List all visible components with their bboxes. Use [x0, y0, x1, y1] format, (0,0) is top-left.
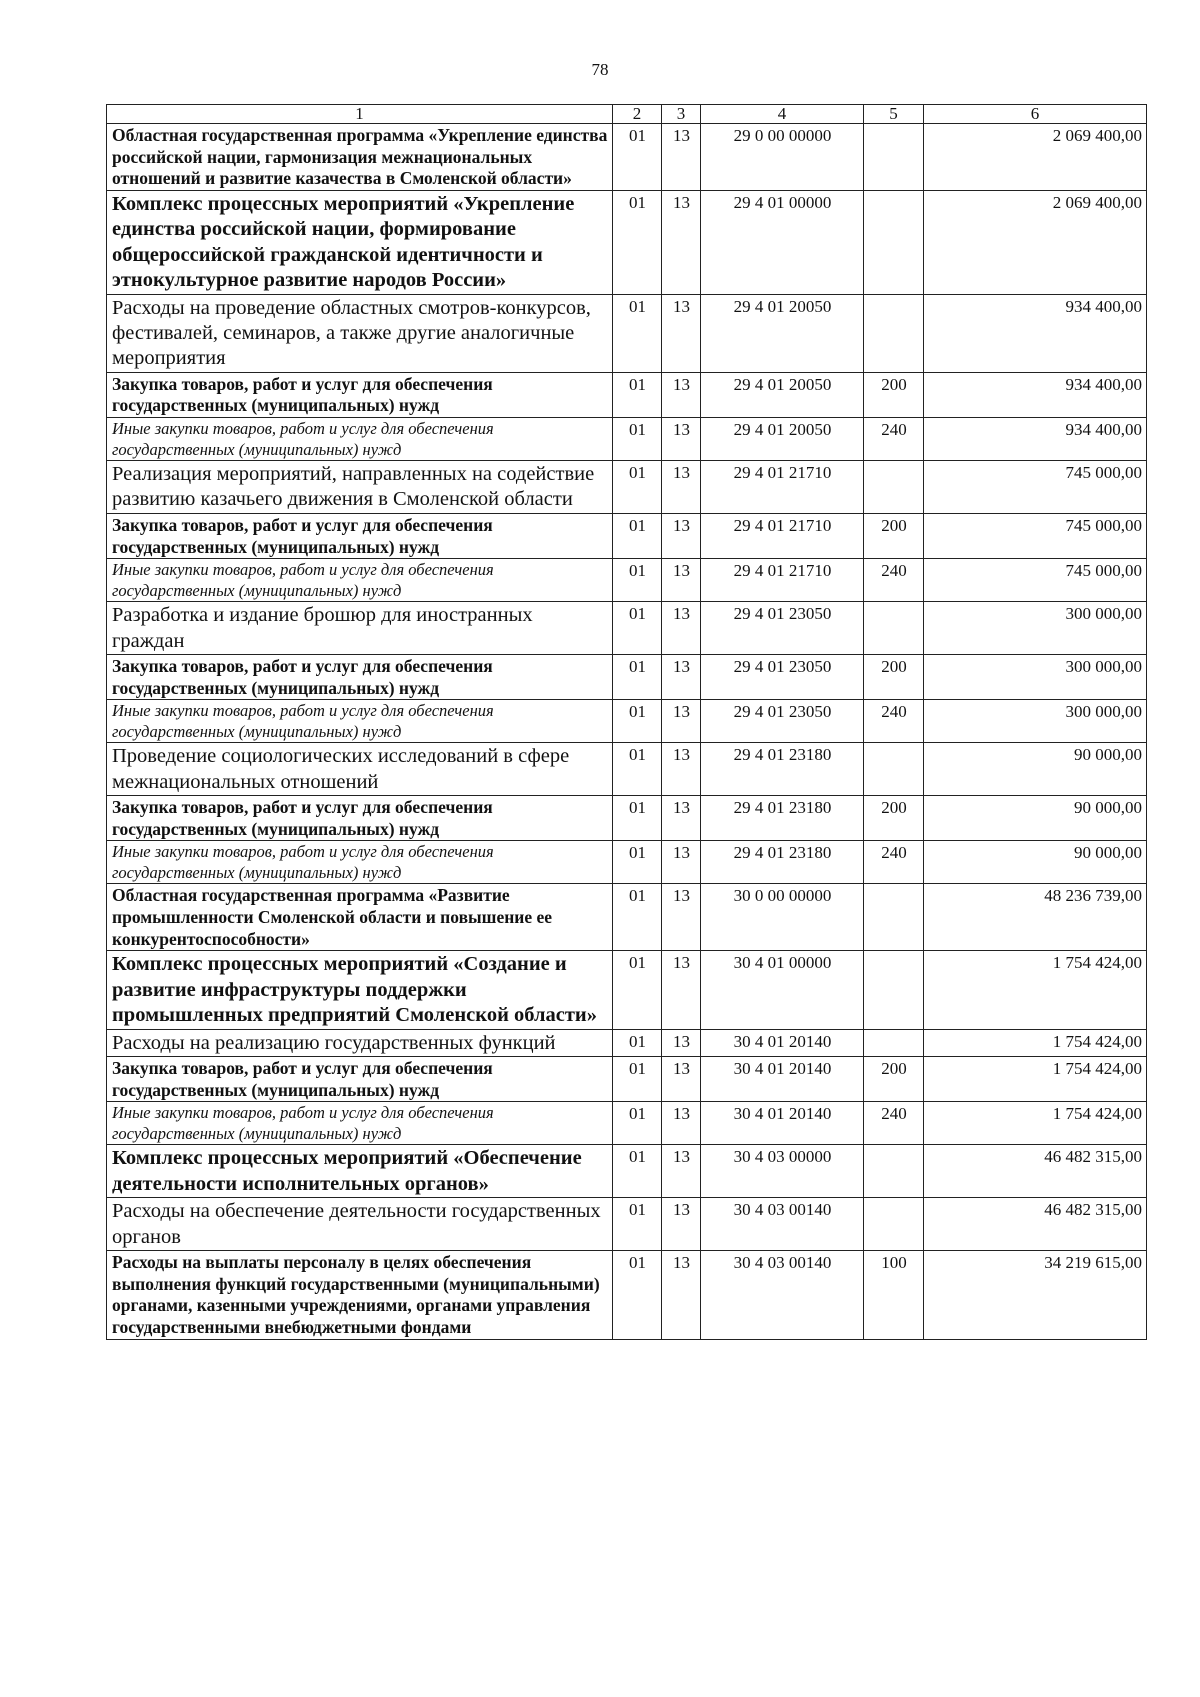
row-target-article-cell: 29 4 01 23180: [701, 796, 864, 841]
row-section-cell: 01: [613, 461, 662, 514]
row-subsection-cell: 13: [662, 559, 701, 602]
row-target-article-cell: 29 4 01 23180: [701, 841, 864, 884]
row-subsection-cell: 13: [662, 1029, 701, 1056]
row-section-cell: 01: [613, 294, 662, 372]
row-subsection-cell: 13: [662, 654, 701, 699]
row-name-cell: Комплекс процессных мероприятий «Укрепление единства российской нации, формирование общероссийской гражданской идентичности и этнокультурное развитие народов России»: [107, 190, 613, 294]
row-subsection-cell: 13: [662, 743, 701, 796]
row-amount-cell: 934 400,00: [924, 418, 1147, 461]
row-target-article-cell: 29 4 01 20050: [701, 294, 864, 372]
row-expense-type-cell: [864, 294, 924, 372]
table-row: [107, 700, 1147, 743]
row-target-article-cell: 30 4 03 00140: [701, 1198, 864, 1251]
row-expense-type-cell: 200: [864, 372, 924, 417]
row-section-cell: 01: [613, 190, 662, 294]
row-section-cell: 01: [613, 1029, 662, 1056]
row-amount-cell: 1 754 424,00: [924, 951, 1147, 1029]
row-section-cell: 01: [613, 1102, 662, 1145]
row-target-article-cell: 29 4 01 23050: [701, 700, 864, 743]
table-row: [107, 513, 1147, 558]
row-subsection-cell: 13: [662, 841, 701, 884]
table-row: [107, 461, 1147, 514]
row-subsection-cell: 13: [662, 1198, 701, 1251]
row-target-article-cell: 29 4 01 23180: [701, 743, 864, 796]
row-target-article-cell: 30 4 03 00000: [701, 1145, 864, 1198]
row-amount-cell: 300 000,00: [924, 602, 1147, 655]
row-expense-type-cell: 100: [864, 1250, 924, 1339]
row-section-cell: 01: [613, 1057, 662, 1102]
row-amount-cell: 1 754 424,00: [924, 1102, 1147, 1145]
row-section-cell: 01: [613, 743, 662, 796]
row-name-cell: Закупка товаров, работ и услуг для обеспечения государственных (муниципальных) нужд: [107, 513, 613, 558]
row-subsection-cell: 13: [662, 700, 701, 743]
row-expense-type-cell: [864, 602, 924, 655]
table-row: [107, 602, 1147, 655]
row-subsection-cell: 13: [662, 294, 701, 372]
table-row: [107, 1057, 1147, 1102]
row-section-cell: 01: [613, 796, 662, 841]
row-name-cell: Разработка и издание брошюр для иностранных граждан: [107, 602, 613, 655]
row-amount-cell: 46 482 315,00: [924, 1145, 1147, 1198]
row-subsection-cell: 13: [662, 123, 701, 190]
row-name-cell: Закупка товаров, работ и услуг для обеспечения государственных (муниципальных) нужд: [107, 1057, 613, 1102]
row-section-cell: 01: [613, 559, 662, 602]
row-subsection-cell: 13: [662, 461, 701, 514]
row-name-cell: Расходы на проведение областных смотров-конкурсов, фестивалей, семинаров, а также другие аналогичные мероприятия: [107, 294, 613, 372]
row-expense-type-cell: 200: [864, 1057, 924, 1102]
row-name-cell: Иные закупки товаров, работ и услуг для обеспечения государственных (муниципальных) нужд: [107, 559, 613, 602]
row-amount-cell: 34 219 615,00: [924, 1250, 1147, 1339]
row-amount-cell: 48 236 739,00: [924, 884, 1147, 951]
row-amount-cell: 46 482 315,00: [924, 1198, 1147, 1251]
table-row: [107, 1029, 1147, 1056]
row-expense-type-cell: [864, 1145, 924, 1198]
row-name-cell: Расходы на выплаты персоналу в целях обеспечения выполнения функций государственными (муниципальными) органами, казенными учреждениями, органами управления государственными внебюджетными фондами: [107, 1250, 613, 1339]
row-section-cell: 01: [613, 123, 662, 190]
row-expense-type-cell: 240: [864, 1102, 924, 1145]
table-row: [107, 294, 1147, 372]
table-row: [107, 951, 1147, 1029]
row-target-article-cell: 29 4 01 21710: [701, 461, 864, 514]
table-row: [107, 1102, 1147, 1145]
row-name-cell: Комплекс процессных мероприятий «Создание и развитие инфраструктуры поддержки промышленных предприятий Смоленской области»: [107, 951, 613, 1029]
row-expense-type-cell: [864, 1198, 924, 1251]
table-row: [107, 1145, 1147, 1198]
row-name-cell: Проведение социологических исследований в сфере межнациональных отношений: [107, 743, 613, 796]
page-number: 78: [591, 60, 609, 79]
row-amount-cell: 90 000,00: [924, 743, 1147, 796]
header-col-6: 6: [924, 105, 1147, 124]
row-target-article-cell: 29 4 01 20050: [701, 372, 864, 417]
row-subsection-cell: 13: [662, 418, 701, 461]
row-expense-type-cell: [864, 123, 924, 190]
row-target-article-cell: 30 0 00 00000: [701, 884, 864, 951]
row-section-cell: 01: [613, 372, 662, 417]
row-subsection-cell: 13: [662, 602, 701, 655]
row-subsection-cell: 13: [662, 1057, 701, 1102]
table-header-row: [107, 105, 1147, 124]
row-amount-cell: 745 000,00: [924, 461, 1147, 514]
header-col-4: 4: [701, 105, 864, 124]
row-subsection-cell: 13: [662, 951, 701, 1029]
row-amount-cell: 934 400,00: [924, 372, 1147, 417]
header-col-2: 2: [613, 105, 662, 124]
row-section-cell: 01: [613, 1145, 662, 1198]
row-expense-type-cell: [864, 743, 924, 796]
row-amount-cell: 300 000,00: [924, 654, 1147, 699]
row-subsection-cell: 13: [662, 1102, 701, 1145]
row-name-cell: Иные закупки товаров, работ и услуг для обеспечения государственных (муниципальных) нужд: [107, 700, 613, 743]
table-row: [107, 1198, 1147, 1251]
row-target-article-cell: 29 4 01 21710: [701, 559, 864, 602]
row-amount-cell: 934 400,00: [924, 294, 1147, 372]
table-row: [107, 743, 1147, 796]
table-row: [107, 418, 1147, 461]
row-target-article-cell: 30 4 01 20140: [701, 1057, 864, 1102]
row-subsection-cell: 13: [662, 372, 701, 417]
row-section-cell: 01: [613, 700, 662, 743]
row-expense-type-cell: 240: [864, 418, 924, 461]
row-target-article-cell: 29 4 01 23050: [701, 654, 864, 699]
row-expense-type-cell: 200: [864, 796, 924, 841]
table-row: [107, 654, 1147, 699]
row-name-cell: Областная государственная программа «Развитие промышленности Смоленской области и повышение ее конкурентоспособности»: [107, 884, 613, 951]
budget-table-body: [107, 105, 1147, 1340]
row-expense-type-cell: [864, 951, 924, 1029]
row-amount-cell: 1 754 424,00: [924, 1057, 1147, 1102]
row-section-cell: 01: [613, 418, 662, 461]
row-expense-type-cell: [864, 190, 924, 294]
row-section-cell: 01: [613, 884, 662, 951]
row-amount-cell: 745 000,00: [924, 513, 1147, 558]
row-name-cell: Иные закупки товаров, работ и услуг для обеспечения государственных (муниципальных) нужд: [107, 841, 613, 884]
row-subsection-cell: 13: [662, 1250, 701, 1339]
row-subsection-cell: 13: [662, 796, 701, 841]
row-expense-type-cell: 200: [864, 513, 924, 558]
row-expense-type-cell: 240: [864, 559, 924, 602]
row-expense-type-cell: [864, 461, 924, 514]
row-target-article-cell: 30 4 03 00140: [701, 1250, 864, 1339]
row-name-cell: Комплекс процессных мероприятий «Обеспечение деятельности исполнительных органов»: [107, 1145, 613, 1198]
row-amount-cell: 745 000,00: [924, 559, 1147, 602]
row-amount-cell: 90 000,00: [924, 796, 1147, 841]
table-row: [107, 841, 1147, 884]
row-name-cell: Областная государственная программа «Укрепление единства российской нации, гармонизация межнациональных отношений и развитие казачества в Смоленской области»: [107, 123, 613, 190]
table-row: [107, 1250, 1147, 1339]
row-section-cell: 01: [613, 1198, 662, 1251]
row-expense-type-cell: 200: [864, 654, 924, 699]
table-row: [107, 796, 1147, 841]
row-subsection-cell: 13: [662, 513, 701, 558]
row-subsection-cell: 13: [662, 884, 701, 951]
row-name-cell: Закупка товаров, работ и услуг для обеспечения государственных (муниципальных) нужд: [107, 372, 613, 417]
row-name-cell: Расходы на обеспечение деятельности государственных органов: [107, 1198, 613, 1251]
table-row: [107, 559, 1147, 602]
row-section-cell: 01: [613, 513, 662, 558]
row-subsection-cell: 13: [662, 190, 701, 294]
header-col-3: 3: [662, 105, 701, 124]
row-name-cell: Реализация мероприятий, направленных на содействие развитию казачьего движения в Смоленской области: [107, 461, 613, 514]
row-amount-cell: 300 000,00: [924, 700, 1147, 743]
row-section-cell: 01: [613, 841, 662, 884]
row-expense-type-cell: 240: [864, 700, 924, 743]
row-amount-cell: 2 069 400,00: [924, 190, 1147, 294]
row-amount-cell: 2 069 400,00: [924, 123, 1147, 190]
row-target-article-cell: 29 4 01 23050: [701, 602, 864, 655]
row-expense-type-cell: 240: [864, 841, 924, 884]
row-name-cell: Иные закупки товаров, работ и услуг для обеспечения государственных (муниципальных) нужд: [107, 418, 613, 461]
row-subsection-cell: 13: [662, 1145, 701, 1198]
row-section-cell: 01: [613, 951, 662, 1029]
row-target-article-cell: 29 4 01 21710: [701, 513, 864, 558]
header-col-1: 1: [107, 105, 613, 124]
row-section-cell: 01: [613, 1250, 662, 1339]
table-row: [107, 190, 1147, 294]
row-target-article-cell: 30 4 01 00000: [701, 951, 864, 1029]
row-name-cell: Иные закупки товаров, работ и услуг для обеспечения государственных (муниципальных) нужд: [107, 1102, 613, 1145]
row-expense-type-cell: [864, 1029, 924, 1056]
row-amount-cell: 1 754 424,00: [924, 1029, 1147, 1056]
table-row: [107, 372, 1147, 417]
header-col-5: 5: [864, 105, 924, 124]
row-name-cell: Закупка товаров, работ и услуг для обеспечения государственных (муниципальных) нужд: [107, 654, 613, 699]
table-row: [107, 884, 1147, 951]
row-target-article-cell: 29 4 01 00000: [701, 190, 864, 294]
row-section-cell: 01: [613, 654, 662, 699]
row-target-article-cell: 29 0 00 00000: [701, 123, 864, 190]
table-row: [107, 123, 1147, 190]
row-target-article-cell: 29 4 01 20050: [701, 418, 864, 461]
row-section-cell: 01: [613, 602, 662, 655]
row-target-article-cell: 30 4 01 20140: [701, 1102, 864, 1145]
row-name-cell: Расходы на реализацию государственных функций: [107, 1029, 613, 1056]
row-name-cell: Закупка товаров, работ и услуг для обеспечения государственных (муниципальных) нужд: [107, 796, 613, 841]
row-expense-type-cell: [864, 884, 924, 951]
row-amount-cell: 90 000,00: [924, 841, 1147, 884]
budget-table: [106, 104, 1147, 1340]
row-target-article-cell: 30 4 01 20140: [701, 1029, 864, 1056]
